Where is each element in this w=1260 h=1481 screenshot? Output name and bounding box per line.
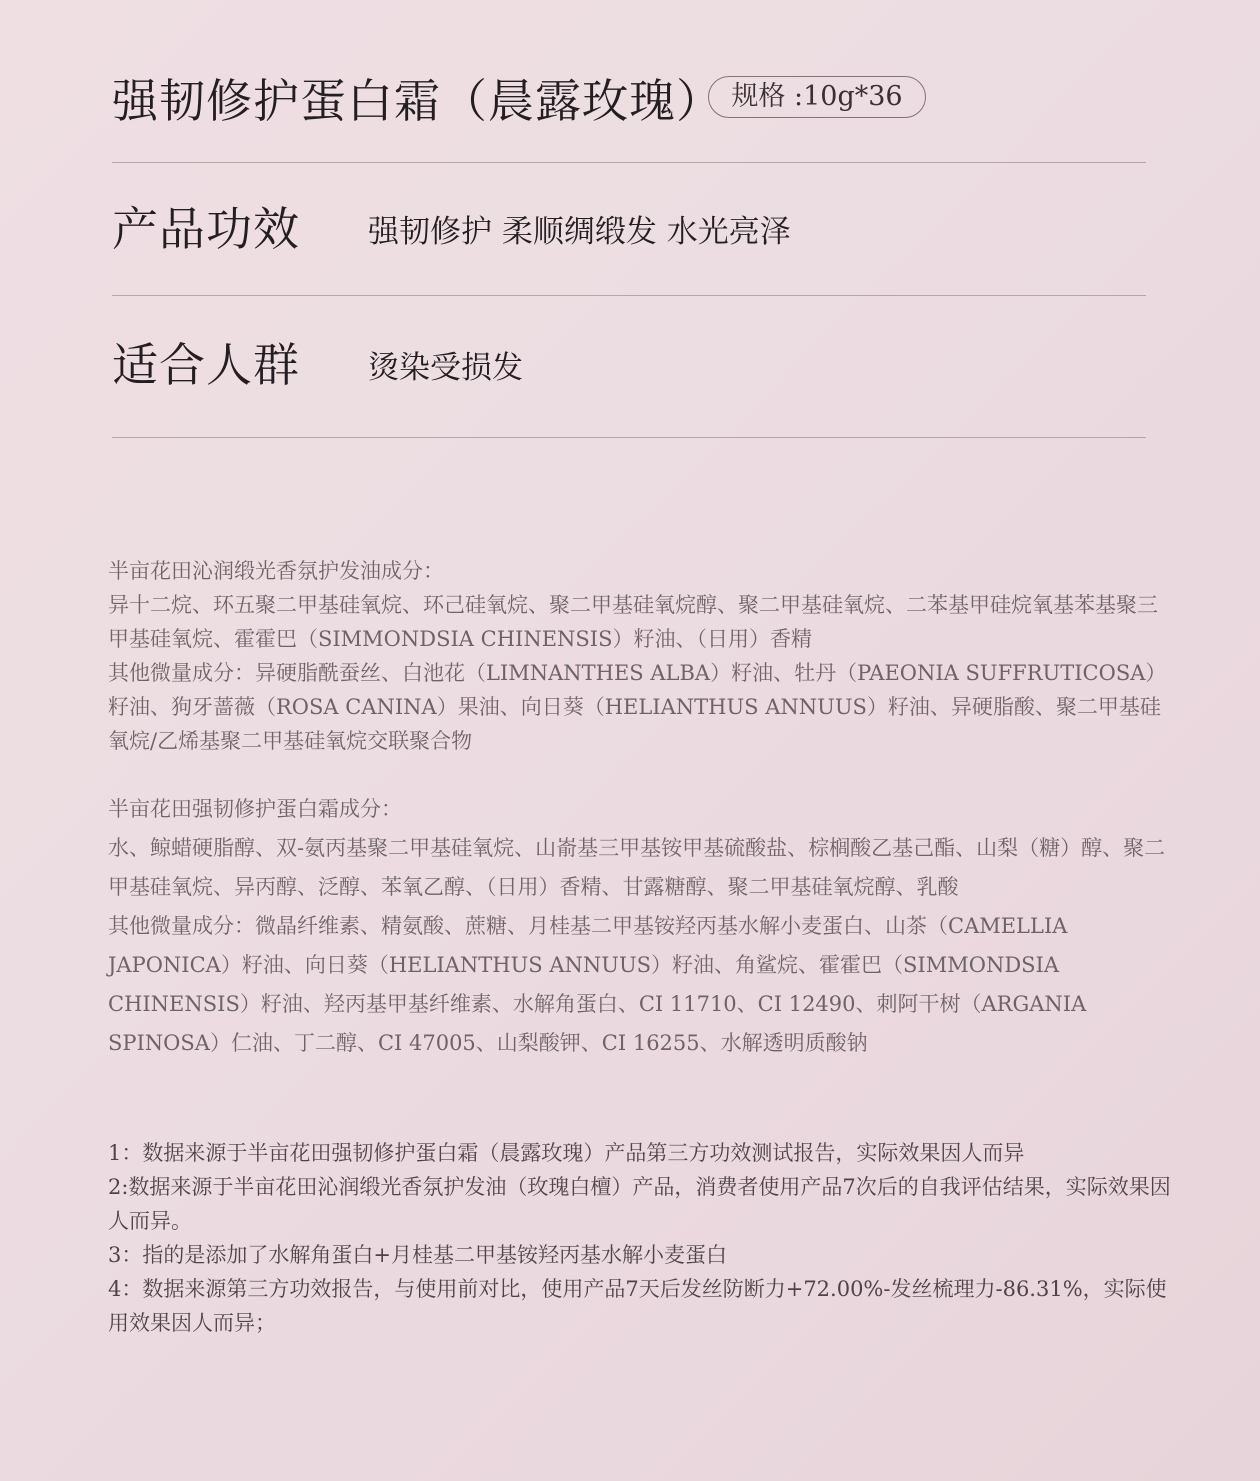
hair-oil-ingredients-heading: 半亩花田沁润缎光香氛护发油成分： [108, 559, 444, 583]
title-row [112, 68, 1152, 138]
efficacy-row [112, 196, 1152, 266]
efficacy-label: 产品功效 [112, 202, 300, 256]
divider [112, 437, 1146, 438]
hair-oil-ingredients [108, 554, 1178, 758]
protein-cream-minor-ingredients: 其他微量成分：微晶纤维素、精氨酸、蔗糖、月桂基二甲基铵羟丙基水解小麦蛋白、山茶（CAMELLIA JAPONICA）籽油、向日葵（HELIANTHUS ANNUUS）籽油、角鲨烷、霍霍巴（SIMMONDSIA CHINENSIS）籽油、羟丙基甲基纤维素、水解角蛋白、CI 11710、CI 12490、刺阿干树（ARGANIA SPINOSA）仁油、丁二醇、CI 47005、山梨酸钾、CI 16255、水解透明质酸钠 [108, 914, 1087, 1055]
footnote: 4：数据来源第三方功效报告，与使用前对比，使用产品7天后发丝防断力+72.00%-发丝梳理力-86.31%，实际使用效果因人而异； [108, 1277, 1167, 1335]
footnote: 2:数据来源于半亩花田沁润缎光香氛护发油（玫瑰白檀）产品，消费者使用产品7次后的自我评估结果，实际效果因人而异。 [108, 1175, 1171, 1233]
target-users-label: 适合人群 [112, 338, 300, 392]
spec-badge: 规格 :10g*36 [708, 76, 926, 118]
product-title: 强韧修护蛋白霜（晨露玫瑰） [112, 74, 723, 128]
target-users-row [112, 332, 1152, 402]
protein-cream-main-ingredients: 水、鲸蜡硬脂醇、双-氨丙基聚二甲基硅氧烷、山嵛基三甲基铵甲基硫酸盐、棕榈酸乙基己酯、山梨（糖）醇、聚二甲基硅氧烷、异丙醇、泛醇、苯氧乙醇、（日用）香精、甘露糖醇、聚二甲基硅氧烷醇、乳酸 [108, 836, 1166, 899]
protein-cream-ingredients [108, 790, 1178, 1063]
footnote: 3：指的是添加了水解角蛋白+月桂基二甲基铵羟丙基水解小麦蛋白 [108, 1243, 727, 1267]
divider [112, 295, 1146, 296]
efficacy-value: 强韧修护 柔顺绸缎发 水光亮泽 [368, 214, 791, 250]
footnote: 1：数据来源于半亩花田强韧修护蛋白霜（晨露玫瑰）产品第三方功效测试报告，实际效果因人而异 [108, 1141, 1025, 1165]
footnotes [108, 1136, 1178, 1340]
hair-oil-minor-ingredients: 其他微量成分：异硬脂酰蚕丝、白池花（LIMNANTHES ALBA）籽油、牡丹（PAEONIA SUFFRUTICOSA）籽油、狗牙蔷薇（ROSA CANINA）果油、向日葵（HELIANTHUS ANNUUS）籽油、异硬脂酸、聚二甲基硅氧烷/乙烯基聚二甲基硅氧烷交联聚合物 [108, 661, 1167, 753]
target-users-value: 烫染受损发 [368, 350, 523, 386]
divider [112, 162, 1146, 163]
protein-cream-ingredients-heading: 半亩花田强韧修护蛋白霜成分： [108, 797, 402, 821]
hair-oil-main-ingredients: 异十二烷、环五聚二甲基硅氧烷、环己硅氧烷、聚二甲基硅氧烷醇、聚二甲基硅氧烷、二苯基甲硅烷氧基苯基聚三甲基硅氧烷、霍霍巴（SIMMONDSIA CHINENSIS）籽油、（日用）香精 [108, 593, 1158, 651]
